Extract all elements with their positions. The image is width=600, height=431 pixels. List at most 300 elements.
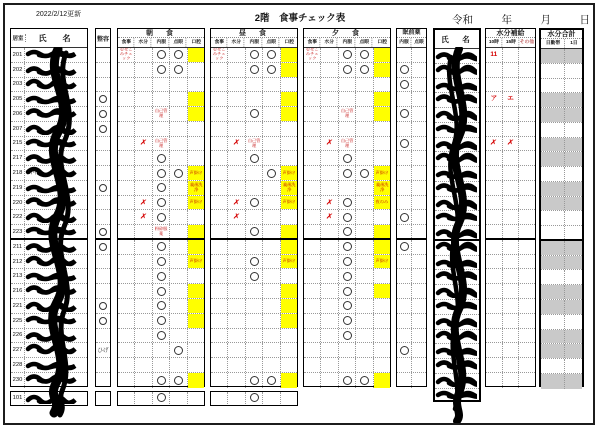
cell <box>246 373 263 388</box>
table-row <box>435 300 479 315</box>
cell <box>246 63 263 77</box>
cell <box>153 196 170 210</box>
cell <box>188 78 204 92</box>
cell <box>503 151 520 165</box>
cell <box>412 269 426 283</box>
table-row <box>211 329 297 344</box>
table-row <box>397 166 426 181</box>
cell <box>486 92 503 106</box>
name-cell <box>25 107 87 121</box>
cell <box>541 300 565 314</box>
name-cell <box>435 300 479 314</box>
footer-grooming-cell <box>95 391 111 406</box>
cell <box>397 225 412 238</box>
cell <box>135 240 152 254</box>
cell <box>486 299 503 313</box>
annotation-text: エ <box>507 94 514 102</box>
cell <box>321 78 338 92</box>
cell <box>503 137 520 151</box>
cell <box>486 63 503 77</box>
name-cell <box>25 269 87 283</box>
cell <box>228 151 245 165</box>
check-circle <box>343 169 352 178</box>
cell <box>246 343 263 357</box>
name-redaction-scribble <box>435 182 477 195</box>
cell <box>118 329 135 343</box>
name-cell <box>25 299 87 313</box>
cell <box>281 78 297 92</box>
cell <box>321 299 338 313</box>
cell <box>486 166 503 180</box>
table-row <box>118 181 204 196</box>
check-circle <box>343 257 352 266</box>
name-redaction-scribble <box>435 300 477 313</box>
cell <box>228 343 245 357</box>
check-circle <box>157 257 166 266</box>
name-cell <box>435 359 479 373</box>
cell <box>135 343 152 357</box>
check-circle <box>267 50 276 59</box>
cell <box>188 373 204 388</box>
cell <box>397 92 412 106</box>
table-row <box>304 329 390 344</box>
cell <box>397 240 412 254</box>
cell <box>188 210 204 224</box>
cell <box>281 151 297 165</box>
cell <box>281 210 297 224</box>
table-row <box>397 314 426 329</box>
cell <box>519 210 535 224</box>
cell <box>412 181 426 195</box>
table-row <box>96 314 110 329</box>
cell <box>118 210 135 224</box>
table-row <box>96 137 110 152</box>
cell <box>135 210 152 224</box>
lunch-rows <box>211 48 297 388</box>
cell <box>356 78 373 92</box>
cell <box>135 48 152 62</box>
subcol-fluid: 水分 <box>229 38 245 46</box>
table-row <box>11 299 87 314</box>
check-circle <box>400 139 409 148</box>
name-cell <box>435 241 479 255</box>
cell <box>321 373 338 388</box>
cell <box>397 299 412 313</box>
cell <box>304 373 321 388</box>
table-row <box>118 314 204 329</box>
table-row <box>96 181 110 196</box>
name-redaction-scribble <box>25 92 83 105</box>
cell <box>263 137 280 151</box>
cell <box>228 225 245 238</box>
cell <box>374 122 390 136</box>
cell <box>153 358 170 372</box>
cell <box>503 225 520 238</box>
annotation-text: 自己管理 <box>340 108 354 118</box>
cell <box>304 240 321 254</box>
cell <box>153 210 170 224</box>
water-total-rows <box>541 49 582 389</box>
cell <box>503 299 520 313</box>
check-circle <box>267 376 276 385</box>
table-row <box>397 343 426 358</box>
check-circle <box>250 154 259 163</box>
grooming-cell <box>96 240 110 254</box>
breakfast-header: 朝 食 <box>118 29 204 38</box>
name-redaction-scribble <box>435 344 477 357</box>
table-row <box>304 151 390 166</box>
table-row <box>397 92 426 107</box>
subcol-oralcare: 口腔 <box>284 39 294 45</box>
annotation-text: 声掛け <box>189 169 203 175</box>
cell <box>541 123 565 137</box>
name-redaction-scribble <box>25 122 83 135</box>
table-row <box>118 122 204 137</box>
cell <box>374 329 390 343</box>
annotation-text: 粉砕服薬 <box>154 226 168 236</box>
name-redaction-scribble <box>25 314 83 327</box>
name-cell <box>435 211 479 225</box>
cell <box>321 196 338 210</box>
cell <box>211 166 228 180</box>
cell <box>565 241 582 255</box>
cell <box>118 240 135 254</box>
cell <box>228 392 245 404</box>
cell <box>135 122 152 136</box>
table-row <box>96 63 110 78</box>
cell <box>304 48 321 62</box>
table-row <box>397 255 426 270</box>
check-circle <box>174 65 183 74</box>
cell <box>541 270 565 284</box>
cell <box>339 151 356 165</box>
table-row <box>211 181 297 196</box>
cell <box>565 300 582 314</box>
annotation-text: むせこみチェック <box>212 48 226 61</box>
cell <box>356 151 373 165</box>
room-name-rows <box>11 48 87 388</box>
cell <box>339 225 356 238</box>
cell <box>304 269 321 283</box>
cell <box>263 181 280 195</box>
cell <box>321 358 338 372</box>
table-row <box>435 152 479 167</box>
water-total-table <box>539 28 584 387</box>
cell <box>170 107 187 121</box>
cell <box>397 269 412 283</box>
cell <box>565 49 582 63</box>
table-row <box>435 359 479 374</box>
cell <box>304 107 321 121</box>
cell <box>188 343 204 357</box>
cell <box>211 181 228 195</box>
table-row <box>541 270 582 285</box>
table-row <box>435 182 479 197</box>
table-row <box>435 270 479 285</box>
room-number: 222 <box>11 210 25 224</box>
cell <box>228 210 245 224</box>
cell <box>565 285 582 299</box>
name-cell <box>435 64 479 78</box>
table-row <box>11 210 87 225</box>
annotation-text: 声掛け <box>282 199 296 204</box>
table-row <box>96 78 110 93</box>
cell <box>263 63 280 77</box>
table-row <box>486 122 535 137</box>
cell <box>281 137 297 151</box>
cell <box>228 122 245 136</box>
table-row <box>541 93 582 108</box>
cell <box>397 181 412 195</box>
x-mark: ✗ <box>232 197 241 208</box>
table-row <box>96 255 110 270</box>
room-number: 218 <box>11 166 25 180</box>
table-row <box>96 225 110 240</box>
table-row <box>397 358 426 373</box>
cell <box>519 255 535 269</box>
table-row <box>435 123 479 138</box>
table-row <box>11 329 87 344</box>
annotation-text: むせこみチェック <box>119 48 133 61</box>
check-circle <box>360 65 369 74</box>
check-circle <box>99 125 107 133</box>
x-mark: ✗ <box>325 211 334 222</box>
grooming-cell <box>96 329 110 343</box>
table-row <box>11 78 87 93</box>
cell <box>263 225 280 238</box>
name-redaction-scribble <box>435 330 477 343</box>
check-circle <box>343 272 352 281</box>
cell <box>135 196 152 210</box>
table-row <box>211 358 297 373</box>
cell <box>263 299 280 313</box>
cell <box>211 63 228 77</box>
cell <box>211 122 228 136</box>
cell <box>541 330 565 344</box>
annotation-text: 自己管理 <box>154 137 168 148</box>
cell <box>188 166 204 180</box>
name-redaction-scribble <box>435 108 477 121</box>
cell <box>170 343 187 357</box>
cell <box>412 122 426 136</box>
table-row <box>397 196 426 211</box>
cell <box>211 284 228 298</box>
cell <box>153 166 170 180</box>
cell <box>263 343 280 357</box>
table-row <box>486 299 535 314</box>
table-row <box>397 299 426 314</box>
name2-table <box>433 28 481 402</box>
cell <box>412 137 426 151</box>
table-row <box>486 329 535 344</box>
cell <box>135 255 152 269</box>
name-fragment: 田中 <box>27 170 39 177</box>
table-row <box>211 225 297 240</box>
room-number: 202 <box>11 63 25 77</box>
table-row <box>435 285 479 300</box>
check-circle <box>343 65 352 74</box>
name-redaction-scribble <box>25 166 83 179</box>
cell <box>153 392 170 404</box>
cell <box>188 284 204 298</box>
cell <box>565 270 582 284</box>
name-redaction-scribble <box>25 240 83 253</box>
cell <box>356 181 373 195</box>
table-row <box>486 314 535 329</box>
cell <box>397 63 412 77</box>
table-row <box>211 151 297 166</box>
table-row <box>96 122 110 137</box>
annotation-text: 自己管理 <box>340 137 354 148</box>
cell <box>188 151 204 165</box>
name-cell <box>25 166 87 180</box>
name-cell <box>435 330 479 344</box>
cell <box>486 329 503 343</box>
table-row <box>397 63 426 78</box>
grooming-note: ひげ <box>97 348 109 355</box>
cell <box>412 225 426 238</box>
breakfast-subheader <box>118 38 204 48</box>
table-row <box>118 373 204 388</box>
cell <box>356 255 373 269</box>
cell <box>281 166 297 180</box>
table-row <box>435 211 479 226</box>
cell <box>263 358 280 372</box>
cell <box>188 92 204 106</box>
cell <box>374 107 390 121</box>
subcol-dayshift: 日勤帯 <box>542 39 565 47</box>
cell <box>153 48 170 62</box>
cell <box>211 269 228 283</box>
cell <box>118 122 135 136</box>
grooming-rows <box>96 48 110 388</box>
name-redaction-scribble <box>435 359 477 372</box>
x-mark: ✗ <box>232 137 241 148</box>
table-row <box>435 256 479 271</box>
cell <box>339 210 356 224</box>
name-cell <box>25 373 87 388</box>
table-row <box>211 122 297 137</box>
cell <box>486 314 503 328</box>
water-total-header: 水分合計 <box>541 30 582 39</box>
table-row <box>11 196 87 211</box>
cell <box>263 196 280 210</box>
cell <box>356 107 373 121</box>
breakfast-rows <box>118 48 204 388</box>
cell <box>246 137 263 151</box>
cell <box>281 63 297 77</box>
check-circle <box>400 109 409 118</box>
check-circle <box>360 50 369 59</box>
cell <box>486 196 503 210</box>
era-gengo: 令和 <box>452 14 473 26</box>
name-cell <box>25 314 87 328</box>
name-redaction-scribble <box>435 123 477 136</box>
grooming-cell <box>96 166 110 180</box>
cell <box>304 329 321 343</box>
cell <box>135 63 152 77</box>
table-row <box>397 48 426 63</box>
cell <box>503 358 520 372</box>
table-row <box>11 107 87 122</box>
annotation-text: むせこみチェック <box>305 48 319 61</box>
cell <box>397 107 412 121</box>
cell <box>153 343 170 357</box>
name-cell <box>25 181 87 195</box>
check-circle <box>157 316 166 325</box>
table-row <box>541 315 582 330</box>
cell <box>170 329 187 343</box>
check-circle <box>157 393 166 402</box>
annotation-text: 自己管理 <box>247 137 261 148</box>
cell <box>374 255 390 269</box>
table-row <box>397 373 426 388</box>
cell <box>263 255 280 269</box>
check-circle <box>343 227 352 236</box>
table-row <box>11 240 87 255</box>
cell <box>486 107 503 121</box>
cell <box>135 166 152 180</box>
room-number: 225 <box>11 314 25 328</box>
table-row <box>397 329 426 344</box>
cell <box>503 122 520 136</box>
cell <box>541 211 565 225</box>
cell <box>374 78 390 92</box>
table-row <box>541 49 582 64</box>
cell <box>321 151 338 165</box>
cell <box>486 225 503 238</box>
cell <box>135 373 152 388</box>
cell <box>397 343 412 357</box>
name-redaction-scribble <box>435 152 477 165</box>
room-number: 219 <box>11 181 25 195</box>
cell <box>153 314 170 328</box>
lunch-subheader <box>211 38 297 48</box>
table-row <box>304 269 390 284</box>
cell <box>304 78 321 92</box>
x-mark: ✗ <box>325 137 334 148</box>
subcol-medicine: 内服 <box>340 38 356 46</box>
room-number: 230 <box>11 373 25 388</box>
cell <box>228 269 245 283</box>
table-row <box>211 137 297 152</box>
name-redaction-scribble <box>435 315 477 328</box>
table-row <box>541 197 582 212</box>
name-cell <box>25 225 87 238</box>
check-circle <box>99 95 107 103</box>
cell <box>228 48 245 62</box>
cell <box>246 358 263 372</box>
cell <box>565 374 582 389</box>
table-row <box>304 210 390 225</box>
subcol-meal: 食事 <box>119 38 135 46</box>
name-redaction-scribble <box>435 389 477 402</box>
cell <box>118 269 135 283</box>
cell <box>135 392 152 404</box>
cell <box>211 48 228 62</box>
table-row <box>118 255 204 270</box>
cell <box>374 63 390 77</box>
cell <box>339 299 356 313</box>
x-mark: ✗ <box>139 197 148 208</box>
cell <box>541 285 565 299</box>
cell <box>211 314 228 328</box>
cell <box>211 78 228 92</box>
check-circle <box>360 376 369 385</box>
check-circle <box>157 287 166 296</box>
cell <box>412 166 426 180</box>
cell <box>135 299 152 313</box>
